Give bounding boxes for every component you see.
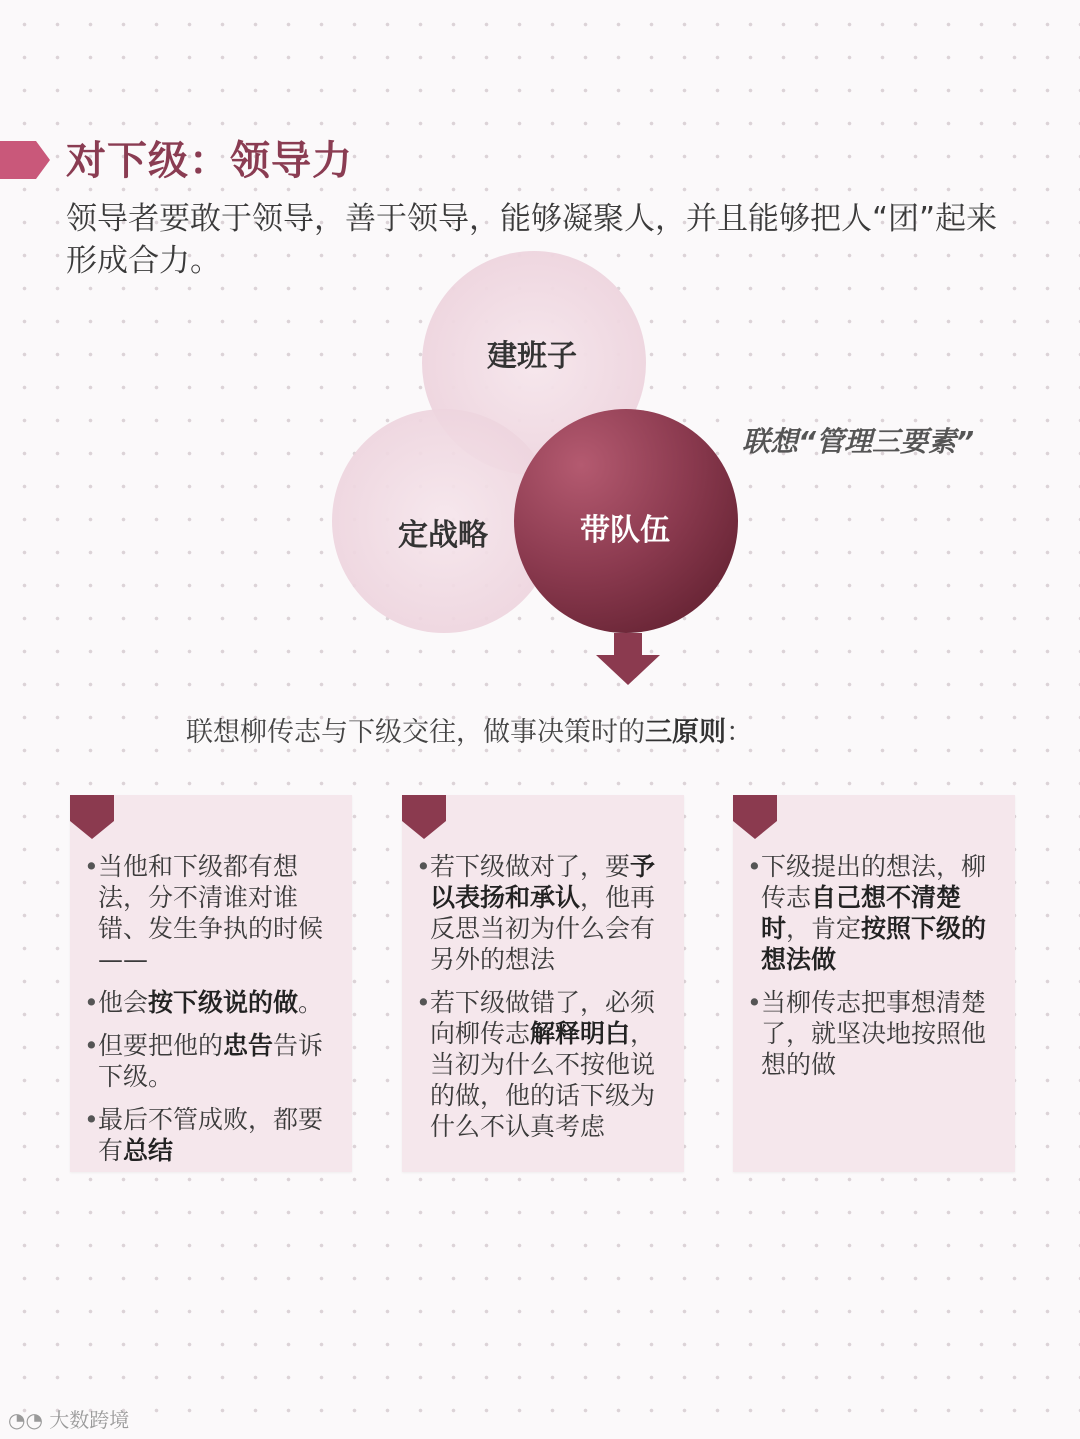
circle-label-lead-team: 带队伍: [580, 513, 670, 548]
circle-label-build-team: 建班子: [487, 339, 577, 374]
page-title: 对下级：领导力: [66, 138, 353, 184]
bullet-item: • 当他和下级都有想法，分不清谁对谁错、发生争执的时候——: [84, 851, 346, 975]
bullet-item: • 最后不管成败，都要有总结: [84, 1104, 346, 1166]
bullet-item: • 他会按下级说的做。: [84, 987, 346, 1018]
principles-intro: 联想柳传志与下级交往，做事决策时的三原则：: [186, 717, 753, 748]
principle-card-2: [402, 795, 684, 1172]
association-caption: 联想“管理三要素”: [742, 425, 975, 458]
card-tag-icon: [733, 795, 777, 839]
venn-diagram: [320, 250, 760, 690]
bullet-item: • 若下级做对了，要予以表扬和承认，他再反思当初为什么会有另外的想法: [416, 851, 678, 975]
bullet-item: • 下级提出的想法，柳传志自己想不清楚时，肯定按照下级的想法做: [747, 851, 1009, 975]
card-bullets: [747, 851, 1009, 1092]
bullet-item: • 当柳传志把事想清楚了，就坚决地按照他想的做: [747, 987, 1009, 1080]
principle-card-3: [733, 795, 1015, 1172]
down-arrow-icon: [596, 633, 660, 685]
card-tag-icon: [402, 795, 446, 839]
principle-card-1: [70, 795, 352, 1172]
principles-highlight: 三原则: [645, 717, 726, 748]
bullet-item: • 若下级做错了，必须向柳传志解释明白，当初为什么不按他说的做，他的话下级为什么不认真考虑: [416, 987, 678, 1142]
circle-label-set-strategy: 定战略: [398, 518, 488, 553]
footer-logo: ◔◔ 大数跨境: [8, 1408, 130, 1432]
card-bullets: [84, 851, 346, 1178]
bullet-item: • 但要把他的忠告告诉下级。: [84, 1030, 346, 1092]
page-subtitle: 领导者要敢于领导，善于领导，能够凝聚人，并且能够把人“团”起来形成合力。: [66, 201, 998, 279]
card-tag-icon: [70, 795, 114, 839]
card-bullets: [416, 851, 678, 1154]
title-arrow-icon: [0, 141, 50, 179]
logo-icon: ◔◔: [8, 1408, 50, 1432]
